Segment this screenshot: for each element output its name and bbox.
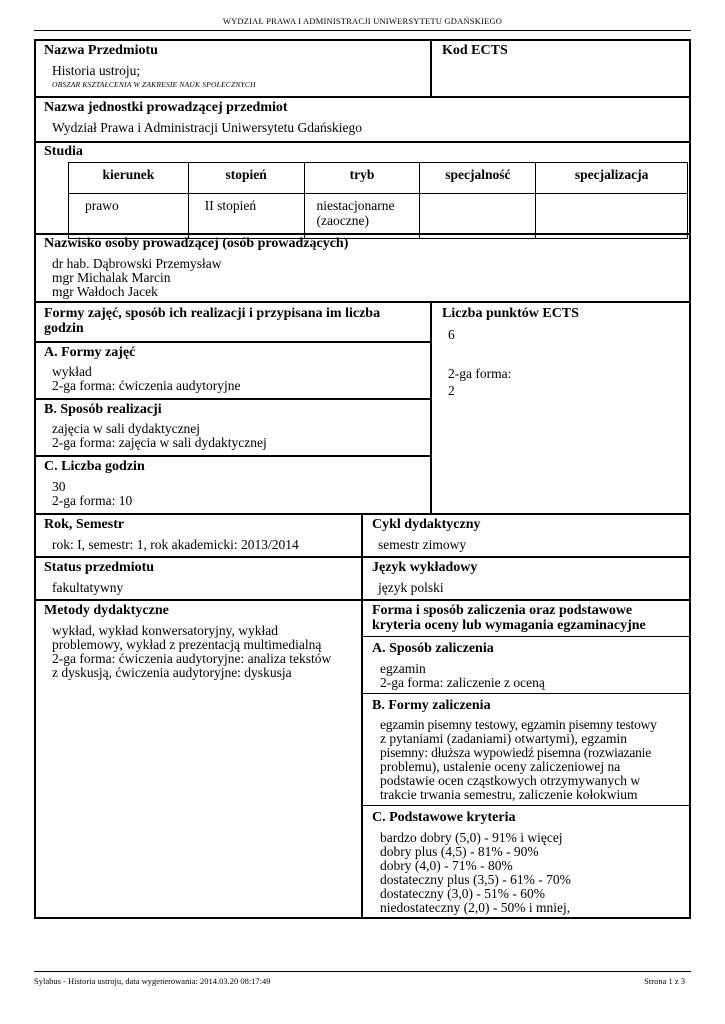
methods-label: Metody dydaktyczne <box>44 603 169 618</box>
divider <box>34 398 431 400</box>
methods-line: wykład, wykład konwersatoryjny, wykład <box>52 623 278 638</box>
assessment-b-line: podstawie ocen cząstkowych otrzymywanych w <box>380 773 641 788</box>
divider <box>34 455 431 457</box>
cell-specjalnosc <box>420 194 536 239</box>
assessment-c-label: C. Podstawowe kryteria <box>372 810 516 825</box>
divider-vertical <box>430 301 432 514</box>
table-row <box>69 194 688 239</box>
divider <box>362 636 691 637</box>
divider-vertical <box>430 39 432 97</box>
forms-c-line: 2-ga forma: 10 <box>52 493 133 508</box>
assessment-label-line: Forma i sposób zaliczenia oraz podstawowe <box>372 603 633 618</box>
forms-b-label: B. Sposób realizacji <box>44 402 162 417</box>
column-header: tryb <box>304 163 420 194</box>
methods-line: 2-ga forma: ćwiczenia audytoryjne: analiza tekstów <box>52 651 332 666</box>
assessment-a-line: 2-ga forma: zaliczenie z oceną <box>380 675 545 690</box>
forms-label-line: godzin <box>44 321 84 336</box>
assessment-b-line: z pytaniami (zadaniami) otwartymi), egzamin <box>380 731 628 746</box>
assessment-c-line: dobry (4,0) - 71% - 80% <box>380 858 513 873</box>
footer-page-number: Strona 1 z 3 <box>644 976 685 986</box>
forms-c-line: 30 <box>52 479 66 494</box>
assessment-c-line: dobry plus (4,5) - 81% - 90% <box>380 844 539 859</box>
cell-tryb <box>304 194 420 239</box>
forms-b-line: zajęcia w sali dydaktycznej <box>52 421 201 436</box>
unit-value: Wydział Prawa i Administracji Uniwersytetu Gdańskiego <box>52 120 362 135</box>
cell-kierunek: prawo <box>69 194 189 239</box>
assessment-c-line: niedostateczny (2,0) - 50% i mniej, <box>380 900 571 915</box>
ects-points-label: Liczba punktów ECTS <box>442 306 579 321</box>
divider-vertical <box>361 513 363 919</box>
course-name-value: Historia ustroju; <box>52 63 141 78</box>
assessment-a-line: egzamin <box>380 661 426 676</box>
ects-code-label: Kod ECTS <box>442 43 508 58</box>
assessment-b-label: B. Formy zaliczenia <box>372 698 491 713</box>
page-header: WYDZIAŁ PRAWA I ADMINISTRACJI UNIWERSYTETU GDAŃSKIEGO <box>222 16 503 26</box>
footer-left: Sylabus - Historia ustroju, data wygenerowania: 2014.03.20 08:17:49 <box>34 976 271 986</box>
assessment-b-line: egzamin pisemny testowy, egzamin pisemny testowy <box>380 717 657 732</box>
divider <box>34 341 431 343</box>
cell-stopien: II stopień <box>188 194 304 239</box>
forms-a-line: 2-ga forma: ćwiczenia audytoryjne <box>52 378 241 393</box>
ects-points-value: 6 <box>448 327 455 342</box>
divider <box>362 805 691 806</box>
forms-c-label: C. Liczba godzin <box>44 459 145 474</box>
year-value: rok: I, semestr: 1, rok akademicki: 2013/2014 <box>52 537 299 552</box>
ects-second-form-value: 2 <box>448 383 455 398</box>
footer-rule <box>34 971 691 972</box>
status-value: fakultatywny <box>52 580 124 595</box>
language-label: Język wykładowy <box>372 560 478 575</box>
divider <box>34 301 691 303</box>
studies-table <box>68 162 688 239</box>
instructors-label: Nazwisko osoby prowadzącej (osób prowadzących) <box>44 236 349 251</box>
language-value: język polski <box>378 580 444 595</box>
header-rule <box>34 30 691 31</box>
forms-b-line: 2-ga forma: zajęcia w sali dydaktycznej <box>52 435 267 450</box>
forms-a-label: A. Formy zajęć <box>44 345 136 360</box>
column-header: specjalizacja <box>536 163 688 194</box>
forms-label-line: Formy zajęć, sposób ich realizacji i przypisana im liczba <box>44 306 381 321</box>
divider <box>362 693 691 694</box>
studies-label: Studia <box>44 144 83 159</box>
methods-line: z dyskusją, ćwiczenia audytoryjne: dyskusja <box>52 665 292 680</box>
assessment-a-label: A. Sposób zaliczenia <box>372 641 494 656</box>
cell-specjalizacja <box>536 194 688 239</box>
divider <box>34 141 691 143</box>
assessment-c-line: dostateczny (3,0) - 51% - 60% <box>380 886 545 901</box>
methods-line: problemowy, wykład z prezentacją multimedialną <box>52 637 322 652</box>
cycle-value: semestr zimowy <box>378 537 467 552</box>
studies-table-header <box>69 163 688 194</box>
ects-second-form-label: 2-ga forma: <box>448 366 512 381</box>
course-name-label: Nazwa Przedmiotu <box>44 43 158 58</box>
assessment-b-line: trakcie trwania semestru, zaliczenie kołokwium <box>380 787 638 802</box>
course-area: OBSZAR KSZTAŁCENIA W ZAKRESIE NAUK SPOŁECZNYCH <box>52 80 256 89</box>
forms-a-line: wykład <box>52 364 92 379</box>
instructor-name: mgr Wałdoch Jacek <box>52 284 158 299</box>
assessment-c-line: dostateczny plus (3,5) - 61% - 70% <box>380 872 571 887</box>
column-header: kierunek <box>69 163 189 194</box>
instructor-name: mgr Michalak Marcin <box>52 270 171 285</box>
forms-label <box>44 306 380 336</box>
unit-label: Nazwa jednostki prowadzącej przedmiot <box>44 100 288 115</box>
assessment-b-line: pisemny: dłuższa wypowiedź pisemna (rozwiazanie <box>380 745 652 760</box>
assessment-label <box>372 603 646 633</box>
cell-tryb-line: niestacjonarne <box>316 198 395 213</box>
column-header: specjalność <box>420 163 536 194</box>
year-label: Rok, Semestr <box>44 517 125 532</box>
assessment-b-line: problemu), ustalenie oceny zaliczeniowej na <box>380 759 621 774</box>
cell-tryb-line: (zaoczne) <box>316 213 369 228</box>
divider <box>34 96 691 98</box>
assessment-c-line: bardzo dobry (5,0) - 91% i więcej <box>380 830 563 845</box>
column-header: stopień <box>188 163 304 194</box>
cycle-label: Cykl dydaktyczny <box>372 517 481 532</box>
assessment-label-line: kryteria oceny lub wymagania egzaminacyjne <box>372 618 646 633</box>
status-label: Status przedmiotu <box>44 560 155 575</box>
instructor-name: dr hab. Dąbrowski Przemysław <box>52 256 222 271</box>
